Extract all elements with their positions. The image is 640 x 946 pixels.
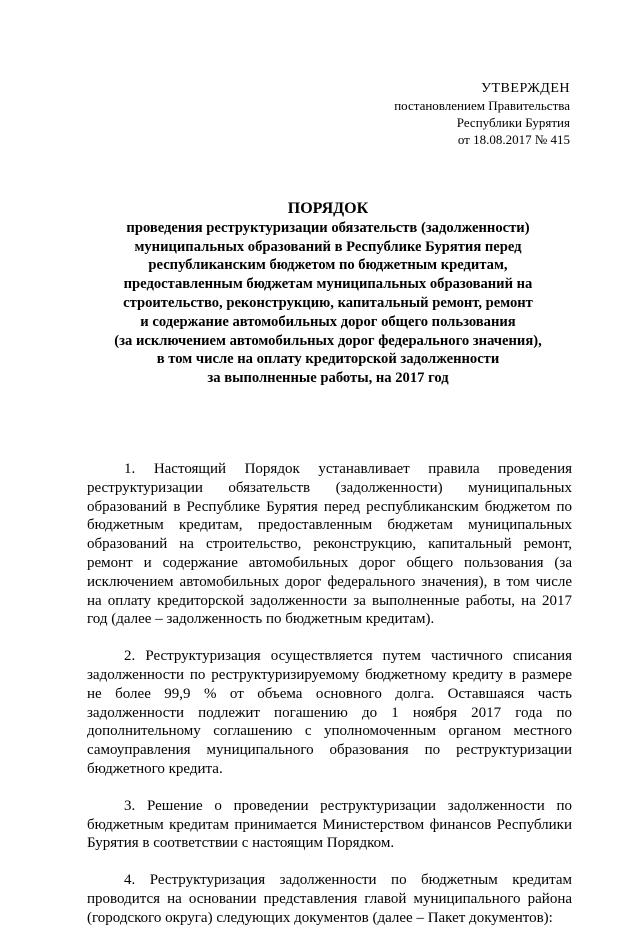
paragraph-4: 4. Реструктуризация задолженности по бюджетным кредитам проводится на основании представления главой муниципального района (городского округа) следующих документов (далее – Пакет документов): [87, 872, 572, 926]
paragraph-2: 2. Реструктуризация осуществляется путем частичного списания задолженности по реструктуризируемому бюджетному кредиту в размере не более 99,9 % от объема основного долга. Оставшаяся часть задолженности подлежит погашению до 1 ноября 2017 года по дополнительному соглашению с уполномоченным органом местного самоуправления муниципального образования по реструктуризации бюджетного кредита. [87, 648, 572, 777]
title-line: муниципальных образований в Республике Бурятия перед [134, 238, 522, 255]
document-title [88, 200, 568, 388]
title-line: республиканским бюджетом по бюджетным кредитам, [148, 257, 508, 274]
title-line: за выполненные работы, на 2017 год [207, 370, 449, 387]
title-line: в том числе на оплату кредиторской задолженности [156, 351, 500, 368]
approval-region: Республики Бурятия [456, 115, 570, 130]
title-line: предоставленным бюджетам муниципальных образований на [123, 276, 533, 293]
title-line: и содержание автомобильных дорог общего пользования [140, 313, 516, 330]
approval-stamp [394, 80, 570, 148]
approval-date-number: от 18.08.2017 № 415 [457, 132, 570, 147]
title-line: строительство, реконструкцию, капитальный ремонт, ремонт [123, 294, 533, 311]
title-heading: ПОРЯДОК [287, 200, 369, 217]
paragraph-1: 1. Настоящий Порядок устанавливает правила проведения реструктуризации обязательств (задолженности) муниципальных образований в Республике Бурятия перед республиканским бюджетом по бюджетным кредитам, предоставленным бюджетам муниципальных образований на строительство, реконструкцию, капитальный ремонт, ремонт и содержание автомобильных дорог общего пользования (за исключением автомобильных дорог федерального значения), в том числе на оплату кредиторской задолженности за выполненные работы, на 2017 год (далее – задолженность по бюджетным кредитам). [87, 461, 572, 628]
title-line: (за исключением автомобильных дорог федерального значения), [114, 332, 542, 349]
approval-heading: УТВЕРЖДЕН [481, 81, 570, 96]
paragraph-3: 3. Решение о проведении реструктуризации задолженности по бюджетным кредитам принимается Министерством финансов Республики Бурятия в соответствии с настоящим Порядком. [87, 797, 572, 852]
title-line: проведения реструктуризации обязательств (задолженности) [126, 219, 530, 236]
approval-authority: постановлением Правительства [394, 98, 570, 113]
document-body [87, 460, 572, 946]
